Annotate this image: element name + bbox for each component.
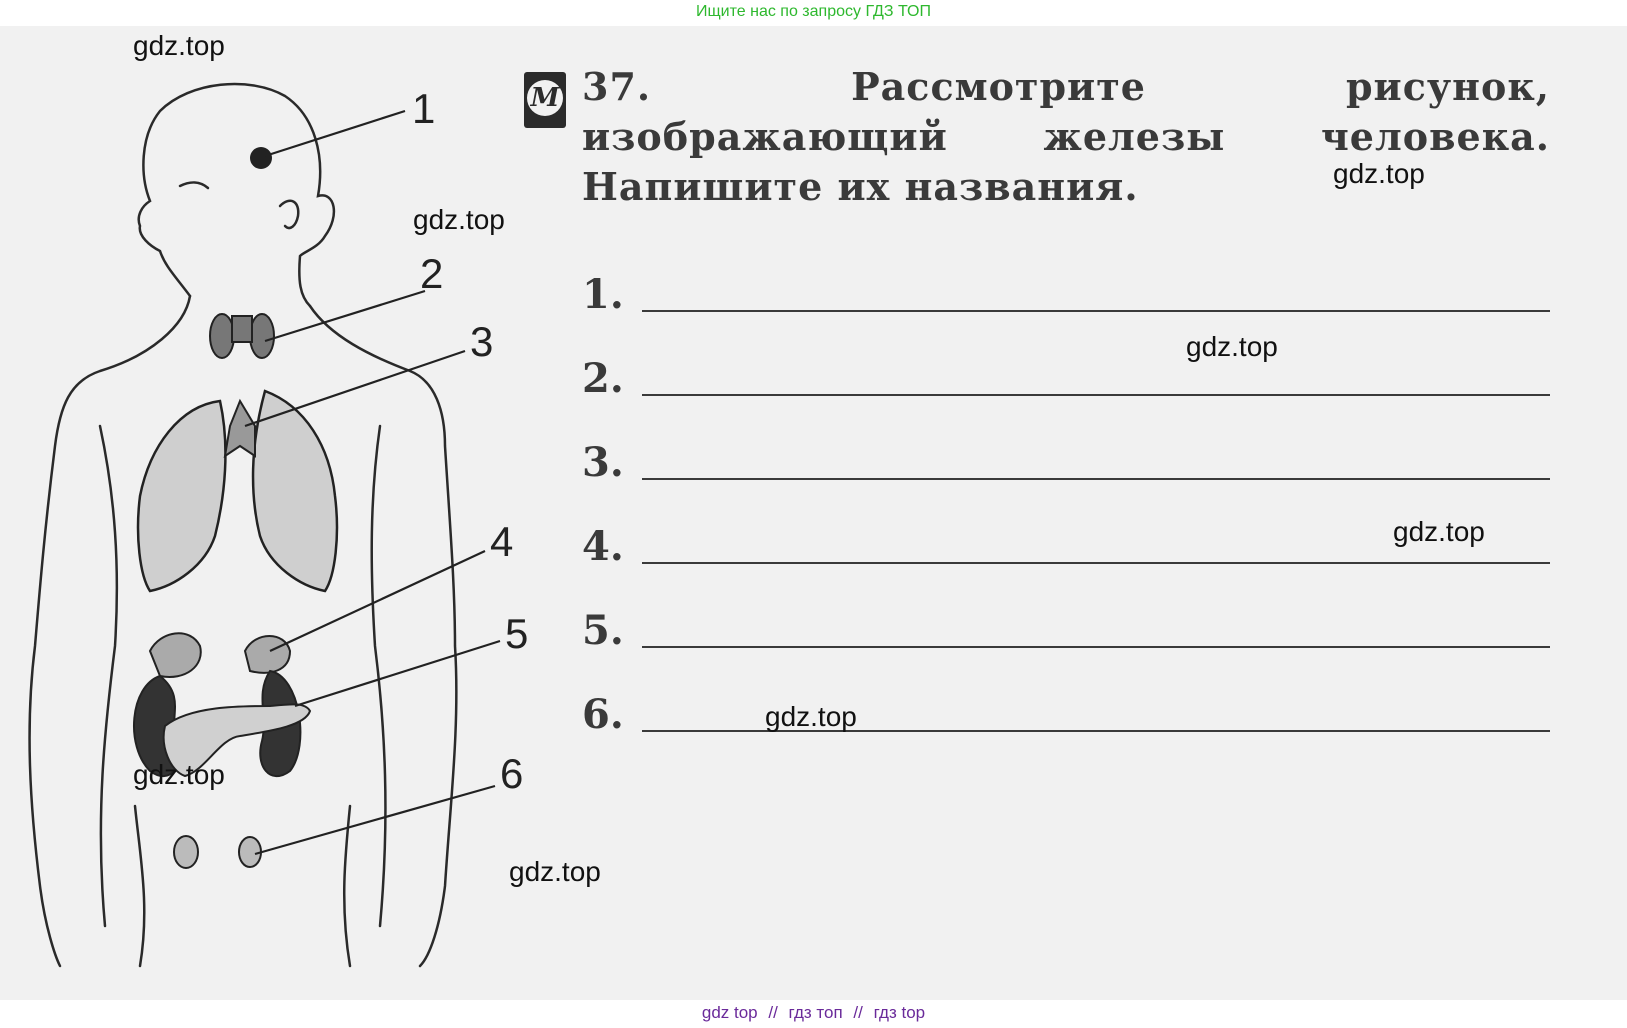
leader-line-6 [255, 786, 495, 854]
answer-line-1[interactable] [642, 310, 1550, 312]
figure-label-2: 2 [420, 250, 444, 297]
eye-outline [180, 182, 208, 188]
bottom-banner-separator: // [853, 1003, 863, 1022]
answer-number: 1. [582, 271, 624, 318]
human-glands-figure [0, 26, 560, 1000]
waist-right [344, 806, 350, 966]
task-text: 37. Рассмотрите рисунок, изображающий железы человека. Напишите их названия. [582, 64, 1550, 209]
answer-number: 4. [582, 523, 624, 570]
top-banner: Ищите нас по запросу ГДЗ ТОП [696, 3, 931, 20]
body-left-outline [30, 296, 190, 966]
figure-label-5: 5 [505, 610, 529, 657]
answer-line-5[interactable] [642, 646, 1550, 648]
arm-left-inner [100, 426, 117, 926]
watermark: gdz.top [413, 204, 505, 235]
figure-label-4: 4 [490, 518, 514, 565]
answer-number: 6. [582, 691, 624, 738]
answer-line-2[interactable] [642, 394, 1550, 396]
leader-line-5 [295, 641, 500, 706]
figure-label-6: 6 [500, 750, 524, 797]
watermark: gdz.top [1186, 331, 1278, 362]
bottom-banner [0, 1000, 1627, 1028]
figure-label-1: 1 [412, 85, 436, 132]
bottom-banner-text-1: gdz top [701, 1003, 758, 1022]
answer-row [582, 682, 1550, 742]
ear-outline [280, 201, 298, 228]
figure-label-3: 3 [470, 318, 494, 365]
watermark: gdz.top [133, 759, 225, 790]
answer-row [582, 598, 1550, 658]
method-badge [524, 72, 566, 128]
answer-number: 5. [582, 607, 624, 654]
watermark: gdz.top [133, 30, 225, 61]
bottom-banner-text-2: гдз топ [788, 1003, 843, 1022]
watermark: gdz.top [509, 856, 601, 887]
adrenal-glands [150, 633, 290, 677]
bottom-banner-separator: // [768, 1003, 778, 1022]
answer-line-4[interactable] [642, 562, 1550, 564]
answer-row [582, 430, 1550, 490]
leader-line-1 [265, 111, 405, 156]
thyroid-gland [210, 314, 274, 358]
pineal-gland [250, 147, 272, 169]
answer-line-3[interactable] [642, 478, 1550, 480]
gonads [174, 836, 261, 868]
bottom-banner-text-3: гдз top [873, 1003, 926, 1022]
answer-number: 3. [582, 439, 624, 486]
leader-line-2 [265, 291, 425, 341]
head-outline [139, 84, 334, 306]
arm-right-inner [372, 426, 386, 926]
thymus-gland [225, 401, 255, 456]
watermark: gdz.top [765, 701, 857, 732]
badge-letter: M [527, 80, 563, 116]
watermark: gdz.top [1393, 516, 1485, 547]
answer-number: 2. [582, 355, 624, 402]
watermark: gdz.top [1333, 158, 1425, 189]
answer-row [582, 346, 1550, 406]
answer-row [582, 262, 1550, 322]
waist-left [135, 806, 144, 966]
workbook-page [0, 26, 1627, 1000]
